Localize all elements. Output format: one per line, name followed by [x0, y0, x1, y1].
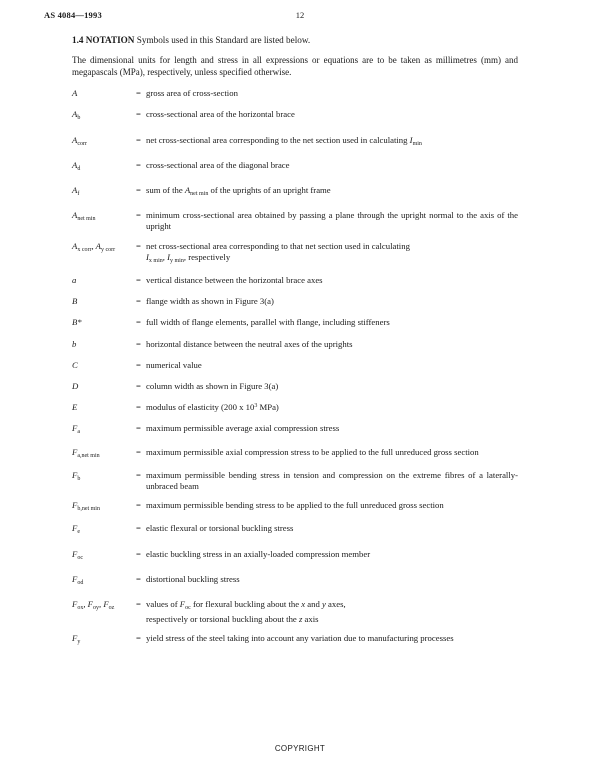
notation-definition — [146, 88, 518, 99]
def-symbol-symbol: F — [179, 599, 186, 610]
definition-text: vertical distance between the horizontal brace axes — [146, 275, 323, 286]
definition-text: minimum cross-sectional area obtained by passing a plane through the upright normal to the axis of the upright — [146, 210, 518, 232]
notation-definition — [146, 523, 518, 534]
symbol-symbol: F — [72, 548, 78, 559]
definition-text: for flexural buckling about the — [190, 599, 302, 610]
notation-row — [72, 275, 518, 286]
notation-row — [72, 185, 518, 200]
definition-text: flange width as shown in Figure 3(a) — [146, 296, 274, 307]
definition-text: full width of flange elements, parallel with flange, including stiffeners — [146, 317, 390, 328]
symbol-symbol: A — [72, 240, 78, 251]
notation-definition — [146, 402, 518, 413]
equals-sign: = — [136, 469, 141, 480]
definition-text: elastic flexural or torsional buckling stress — [146, 523, 294, 534]
def-symbol-subscript: net min — [190, 191, 209, 197]
notation-symbol — [72, 135, 136, 150]
symbol-symbol: C — [72, 359, 78, 370]
definition-text: horizontal distance between the neutral axes of the uprights — [146, 338, 353, 349]
notation-row — [72, 423, 518, 438]
equals-sign: = — [136, 548, 141, 559]
notation-row — [72, 523, 518, 538]
definition-text: net cross-sectional area corresponding to that net section used in calculating — [146, 240, 410, 251]
symbol-symbol: F — [72, 469, 78, 480]
def-symbol-symbol: A — [184, 185, 191, 195]
symbol-symbol: F — [72, 500, 78, 511]
notation-symbol — [72, 210, 136, 225]
notation-symbol — [72, 317, 136, 328]
notation-symbol — [72, 447, 136, 462]
notation-row — [72, 109, 518, 124]
notation-row — [72, 402, 518, 413]
equals-sign: = — [136, 317, 141, 328]
symbol-separator: , — [91, 240, 96, 251]
symbol2-subscript: y corr — [100, 246, 116, 253]
definition-text: respectively or torsional buckling about the — [146, 614, 299, 625]
def-symbol2-symbol: I — [167, 251, 170, 262]
symbol-subscript: b — [77, 115, 81, 122]
definition-text: maximum permissible axial compression stress to be applied to the full unreduced gross section — [146, 446, 479, 457]
notation-row — [72, 633, 518, 648]
def-symbol-symbol: I — [409, 134, 413, 145]
symbol-symbol: B — [72, 296, 78, 307]
definition-text: yield stress of the steel taking into account any variation due to manufacturing processes — [146, 633, 454, 644]
equals-sign: = — [136, 599, 141, 610]
def-symbol2-subscript: y min — [170, 257, 184, 264]
symbol3-symbol: F — [103, 599, 109, 610]
notation-row — [72, 381, 518, 392]
notation-symbol — [72, 599, 136, 614]
page-header — [44, 10, 556, 24]
symbol-symbol: a — [72, 275, 77, 286]
notation-symbol — [72, 296, 136, 307]
notation-definition — [146, 296, 518, 307]
symbol-subscript: b — [77, 475, 81, 482]
notation-definition — [146, 109, 518, 120]
notation-row — [72, 210, 518, 232]
def-symbol1-subscript: x min — [148, 257, 163, 264]
copyright-footer: COPYRIGHT — [274, 744, 326, 753]
notation-row — [72, 241, 518, 267]
definition-text: maximum permissible bending stress to be applied to the full unreduced gross section — [146, 500, 444, 511]
equals-sign: = — [136, 88, 141, 99]
notation-definition — [146, 160, 518, 171]
equals-sign: = — [136, 359, 141, 370]
notation-definition — [146, 381, 518, 392]
definition-text: and — [305, 599, 323, 610]
axis-y: y — [322, 599, 326, 610]
notation-definition — [146, 500, 518, 511]
definition-text: axes, — [325, 599, 346, 610]
notation-definition — [146, 185, 518, 200]
notation-symbol — [72, 402, 136, 413]
equals-sign: = — [136, 338, 141, 349]
notation-symbol — [72, 549, 136, 564]
notation-row — [72, 296, 518, 307]
symbol-symbol: A — [72, 109, 78, 120]
definition-text: sum of the — [146, 185, 185, 195]
page-number: 12 — [295, 10, 305, 20]
symbol-symbol: b — [72, 338, 77, 349]
notation-definition — [146, 423, 518, 434]
notation-symbol — [72, 339, 136, 350]
notation-symbol — [72, 88, 136, 99]
standard-id: AS 4084—1993 — [44, 10, 102, 20]
symbol-subscript: e — [77, 529, 80, 536]
equals-sign: = — [136, 159, 141, 170]
notation-definition — [146, 210, 518, 232]
notation-definition — [146, 470, 518, 492]
notation-definition — [146, 599, 518, 625]
notation-row — [72, 360, 518, 371]
section-number: 1.4 — [72, 35, 84, 45]
notation-definition — [146, 339, 518, 350]
symbol-separator: , — [98, 599, 104, 610]
notation-definition — [146, 241, 518, 267]
symbol-symbol: F — [72, 523, 78, 534]
symbol-subscript: y — [77, 639, 81, 646]
definition-text: MPa) — [257, 402, 279, 413]
definition-text: of the uprights of an upright frame — [208, 185, 331, 195]
notation-row — [72, 317, 518, 328]
equals-sign: = — [136, 500, 141, 511]
notation-row — [72, 447, 518, 462]
symbol-subscript: f — [77, 191, 80, 197]
symbol-separator: , — [83, 599, 88, 610]
notation-definition — [146, 135, 518, 150]
equals-sign: = — [136, 296, 141, 307]
definition-text: net cross-sectional area corresponding to the net section used in calculating — [146, 134, 408, 145]
symbol2-symbol: F — [87, 599, 93, 610]
symbol-subscript: net min — [77, 216, 96, 223]
symbol-symbol: F — [72, 633, 78, 644]
notation-symbol — [72, 160, 136, 175]
equals-sign: = — [136, 402, 141, 413]
definition-separator: , — [162, 251, 168, 262]
notation-definition — [146, 447, 518, 458]
equals-sign: = — [136, 381, 141, 392]
symbol-subscript: oc — [77, 554, 83, 561]
symbol-subscript: corr — [77, 140, 87, 147]
notation-row — [72, 549, 518, 564]
section-lead: Symbols used in this Standard are listed below. — [136, 35, 311, 45]
notation-symbol — [72, 633, 136, 648]
section-heading: NOTATION — [85, 35, 135, 45]
symbol-symbol: F — [72, 573, 78, 584]
symbol-subscript: od — [77, 579, 84, 586]
symbol-symbol: A — [72, 210, 78, 221]
axis-z: z — [298, 614, 303, 625]
notation-symbol — [72, 574, 136, 589]
equals-sign: = — [136, 109, 141, 120]
notation-section — [72, 34, 518, 659]
notation-row — [72, 135, 518, 150]
equals-sign: = — [136, 240, 141, 251]
notation-definition — [146, 275, 518, 286]
definition-text: cross-sectional area of the horizontal brace — [146, 109, 295, 120]
notation-symbol — [72, 500, 136, 515]
equals-sign: = — [136, 423, 141, 434]
definition-text: column width as shown in Figure 3(a) — [146, 381, 279, 392]
notation-row — [72, 88, 518, 99]
definition-text: modulus of elasticity (200 x 10 — [146, 402, 255, 413]
symbol-subscript: ox — [77, 605, 84, 612]
symbol-symbol: F — [72, 423, 78, 434]
definition-text: , respectively — [183, 251, 231, 262]
notation-list — [72, 88, 518, 648]
superscript: 3 — [254, 403, 258, 410]
symbol-symbol: B* — [72, 317, 82, 328]
definition-text: elastic buckling stress in an axially-loaded compression member — [146, 548, 371, 559]
symbol3-subscript: oz — [108, 605, 115, 612]
notation-row — [72, 599, 518, 625]
definition-text: distortional buckling stress — [146, 573, 240, 584]
symbol-symbol: A — [72, 159, 78, 170]
notation-definition — [146, 633, 518, 644]
notation-symbol — [72, 523, 136, 538]
notation-definition — [146, 549, 518, 560]
equals-sign: = — [136, 134, 141, 145]
equals-sign: = — [136, 185, 141, 195]
notation-row — [72, 160, 518, 175]
definition-text: numerical value — [146, 359, 202, 370]
symbol-symbol: F — [72, 446, 78, 457]
symbol-subscript: a,net min — [77, 452, 100, 459]
symbol-symbol: A — [72, 88, 78, 99]
definition-text: cross-sectional area of the diagonal brace — [146, 159, 290, 170]
notation-definition — [146, 574, 518, 585]
notation-symbol — [72, 241, 136, 256]
axis-x: x — [301, 599, 306, 610]
symbol-subscript: d — [77, 165, 81, 172]
notation-symbol — [72, 423, 136, 438]
definition-text: axis — [302, 614, 319, 625]
equals-sign: = — [136, 446, 141, 457]
symbol-symbol: D — [72, 381, 79, 392]
equals-sign: = — [136, 573, 141, 584]
notation-symbol — [72, 109, 136, 124]
notation-row — [72, 500, 518, 515]
notation-row — [72, 339, 518, 350]
notation-row — [72, 574, 518, 589]
notation-definition — [146, 317, 518, 328]
equals-sign: = — [136, 633, 141, 644]
definition-text: maximum permissible average axial compression stress — [146, 423, 340, 434]
symbol-symbol: F — [72, 599, 78, 610]
symbol2-subscript: oy — [92, 605, 99, 612]
def-symbol-subscript: oc — [185, 605, 191, 612]
equals-sign: = — [136, 275, 141, 286]
definition-text: gross area of cross-section — [146, 88, 238, 99]
symbol-subscript: b,net min — [77, 506, 100, 513]
equals-sign: = — [136, 210, 141, 221]
def-symbol1-symbol: I — [146, 251, 149, 262]
symbol2-symbol: A — [95, 240, 101, 251]
definition-text: maximum permissible bending stress in tension and compression on the extreme fibres of a laterally-unbraced beam — [146, 469, 518, 492]
symbol-symbol: E — [72, 402, 78, 413]
notation-symbol — [72, 275, 136, 286]
notation-definition — [146, 360, 518, 371]
notation-symbol — [72, 360, 136, 371]
symbol-symbol: A — [72, 134, 78, 145]
notation-symbol — [72, 381, 136, 392]
symbol-subscript: x corr — [77, 246, 92, 253]
symbol-symbol: A — [72, 185, 78, 195]
section-title — [72, 34, 518, 46]
definition-text: values of — [146, 599, 180, 610]
intro-paragraph: The dimensional units for length and stress in all expressions or equations are to be taken as millimetres (mm) and megapascals (MPa), respectively, unless specified otherwise. — [72, 55, 518, 77]
notation-symbol — [72, 185, 136, 200]
equals-sign: = — [136, 523, 141, 534]
notation-symbol — [72, 470, 136, 485]
def-symbol-subscript: min — [412, 140, 422, 147]
notation-row — [72, 470, 518, 492]
symbol-subscript: a — [77, 429, 80, 436]
